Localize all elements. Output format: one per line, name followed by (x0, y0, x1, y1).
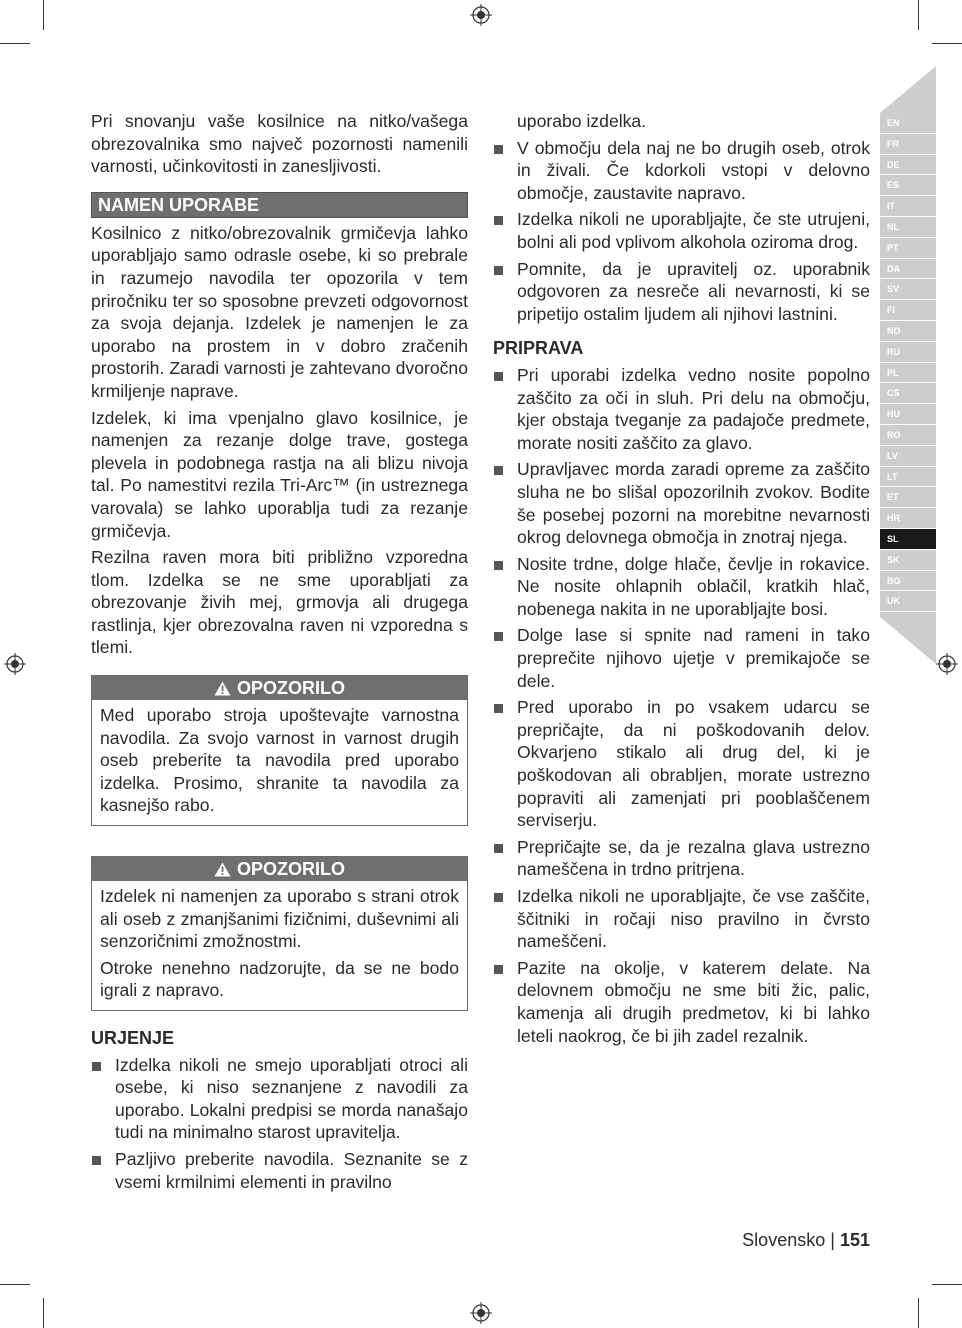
right-column (493, 110, 870, 1051)
registration-mark-icon (4, 653, 26, 675)
bullet-square-icon (494, 372, 503, 381)
language-tab-hr[interactable]: HR (880, 508, 936, 529)
intro-paragraph: Pri snovanju vaše kosilnice na nitko/vašega obrezovalnika smo največ pozornosti namenili varnosti, učinkovitosti in zanesljivosti. (91, 111, 468, 177)
page-number: 151 (839, 1230, 870, 1250)
warning-text: Izdelek ni namenjen za uporabo s strani otrok ali oseb z zmanjšanimi fizičnimi, duševnimi ali senzoričnimi zmožnostmi. (100, 886, 459, 952)
list-item: Pri uporabi izdelka vedno nosite popolno zaščito za oči in sluh. Pri delu na območju, kjer obstaja tveganje za padajoče predmete, morate nositi zaščito za glavo. (493, 364, 870, 454)
language-tab-uk[interactable]: UK (880, 591, 936, 612)
bullet-square-icon (494, 216, 503, 225)
bullet-square-icon (494, 632, 503, 641)
language-tab-sk[interactable]: SK (880, 550, 936, 571)
language-tab-lv[interactable]: LV (880, 446, 936, 467)
list-item: Dolge lase si spnite nad rameni in tako preprečite njihovo ujetje v premikajoče se dele. (493, 624, 870, 692)
language-tab-nl[interactable]: NL (880, 217, 936, 238)
language-tab-fr[interactable]: FR (880, 134, 936, 155)
language-tab-pl[interactable]: PL (880, 363, 936, 384)
bullet-square-icon (494, 561, 503, 570)
language-tab-list (880, 113, 936, 612)
language-tab-bg[interactable]: BG (880, 571, 936, 592)
warning-triangle-icon (214, 862, 231, 877)
crop-mark (43, 0, 44, 30)
continuation-text: uporabo izdelka. (517, 111, 647, 131)
bullet-square-icon (494, 844, 503, 853)
language-tab-et[interactable]: ET (880, 487, 936, 508)
footer-language: Slovensko (742, 1230, 826, 1250)
warning-text: Med uporabo stroja upoštevajte varnostna navodila. Za svojo varnost in varnost drugih oseb preberite ta navodila pred uporabo izdelka. Prosimo, shranite ta navodila za kasnejšo rabo. (100, 705, 459, 816)
warning-header (92, 857, 467, 881)
language-tab-sv[interactable]: SV (880, 279, 936, 300)
preparation-list (493, 364, 870, 1047)
language-tab-no[interactable]: NO (880, 321, 936, 342)
list-item: Prepričajte se, da je rezalna glava ustrezno nameščena in trdno pritrjena. (493, 836, 870, 881)
language-tab-pt[interactable]: PT (880, 238, 936, 259)
list-item: Pred uporabo in po vsakem udarcu se prepričajte, da ni poškodovanih delov. Okvarjeno stikalo ali drug del, ki je poškodovan ali obrabljen, morate ustrezno popraviti ali zamenjati pri pooblaščenem serviserju. (493, 696, 870, 832)
language-tab-sl[interactable]: SL (880, 529, 936, 550)
page-footer (742, 1230, 870, 1251)
bullet-square-icon (494, 466, 503, 475)
list-item: Izdelka nikoli ne uporabljajte, če ste utrujeni, bolni ali pod vplivom alkohola oziroma drog. (493, 208, 870, 253)
crop-mark (932, 1284, 962, 1285)
footer-separator: | (830, 1230, 835, 1250)
list-item: Izdelka nikoli ne uporabljajte, če vse zaščite, ščitniki in ročaji niso pravilno in čvrsto nameščeni. (493, 885, 870, 953)
warning-header (92, 676, 467, 700)
bullet-square-icon (494, 145, 503, 154)
registration-mark-icon (470, 4, 492, 26)
language-tab-de[interactable]: DE (880, 155, 936, 176)
crop-mark (932, 43, 962, 44)
registration-mark-icon (936, 653, 958, 675)
bullet-square-icon (92, 1156, 101, 1165)
crop-mark (43, 1298, 44, 1328)
body-paragraph: Kosilnico z nitko/obrezovalnik grmičevja lahko uporabljajo samo odrasle osebe, ki so prebrale in razumejo navodila ter opozorila v tem priročniku ter so sposobne prevzeti odgovornost za svoja dejanja. Izdelek je namenjen le za uporabo na prostem in v dobro zračenih prostorih. Zaradi varnosti je zahtevano dvoročno krmiljenje naprave. (91, 222, 468, 401)
list-item: Pazite na okolje, v katerem delate. Na delovnem območju ne sme biti žic, palic, kamenja ali drugih predmetov, ki bi lahko leteli naokrog, če bi jih zadel rezalnik. (493, 957, 870, 1047)
language-tab-it[interactable]: IT (880, 196, 936, 217)
left-column (91, 110, 468, 1197)
crop-mark (918, 1298, 919, 1328)
language-tab-ro[interactable]: RO (880, 425, 936, 446)
warning-title: OPOZORILO (237, 859, 345, 880)
warning-box (91, 856, 468, 1011)
training-list (91, 1054, 468, 1194)
list-item: V območju dela naj ne bo drugih oseb, otrok in živali. Če kdorkoli vstopi v delovno območje, zaustavite napravo. (493, 137, 870, 205)
warning-triangle-icon (214, 681, 231, 696)
body-paragraph: Izdelek, ki ima vpenjalno glavo kosilnice, je namenjen za rezanje dolge trave, gostega plevela in podobnega rastja na ali blizu nivoja tal. Po namestitvi rezila Tri-Arc™ (in ustreznega varovala) se lahko uporablja tudi za rezanje grmičevja. (91, 407, 468, 541)
warning-box (91, 675, 468, 826)
list-item: Pomnite, da je upravitelj oz. uporabnik odgovoren za nesreče ali nevarnosti, ki se pripetijo ostalim ljudem ali njihovi lastnini. (493, 258, 870, 326)
section-title-preparation: PRIPRAVA (493, 338, 584, 359)
list-item: Izdelka nikoli ne smejo uporabljati otroci ali osebe, ki niso seznanjene z navodili za uporabo. Lokalni predpisi se morda nanašajo tudi na minimalno starost upravitelja. (91, 1054, 468, 1144)
training-list-continued (493, 137, 870, 326)
body-paragraph: Rezilna raven mora biti približno vzporedna tlom. Izdelka se ne sme uporabljati za obrezovanje živih mej, grmovja ali drugega rastlinja, kjer obrezovalna raven ni vzporedna s tlemi. (91, 547, 468, 658)
language-tab-hu[interactable]: HU (880, 404, 936, 425)
registration-mark-icon (470, 1302, 492, 1324)
bullet-square-icon (92, 1062, 101, 1071)
crop-mark (0, 43, 30, 44)
language-tab-da[interactable]: DA (880, 259, 936, 280)
warning-body (92, 700, 467, 825)
bullet-square-icon (494, 704, 503, 713)
bullet-square-icon (494, 266, 503, 275)
language-tab-cs[interactable]: CS (880, 383, 936, 404)
language-tab-es[interactable]: ES (880, 175, 936, 196)
language-tab-en[interactable]: EN (880, 113, 936, 134)
crop-mark (918, 0, 919, 30)
language-tab-lt[interactable]: LT (880, 467, 936, 488)
section-title-training: URJENJE (91, 1028, 175, 1048)
language-tab-ru[interactable]: RU (880, 342, 936, 363)
bullet-square-icon (494, 893, 503, 902)
warning-text: Otroke nenehno nadzorujte, da se ne bodo igrali z napravo. (100, 957, 459, 1001)
list-item: Nosite trdne, dolge hlače, čevlje in rokavice. Ne nosite ohlapnih oblačil, kratkih hlač, nobenega nakita in ne uporabljajte bosi. (493, 553, 870, 621)
warning-body (92, 881, 467, 1010)
bullet-square-icon (494, 965, 503, 974)
section-title-intended-use: NAMEN UPORABE (91, 192, 468, 218)
warning-title: OPOZORILO (237, 678, 345, 699)
list-item: Pazljivo preberite navodila. Seznanite se z vsemi krmilnimi elementi in pravilno (91, 1148, 468, 1193)
language-tab-fi[interactable]: FI (880, 300, 936, 321)
list-item: Upravljavec morda zaradi opreme za zaščito sluha ne bo slišal opozorilnih zvokov. Bodite še posebej pozorni na morebitne nevarnosti okrog delovnega območja in znotraj njega. (493, 458, 870, 548)
crop-mark (0, 1284, 30, 1285)
